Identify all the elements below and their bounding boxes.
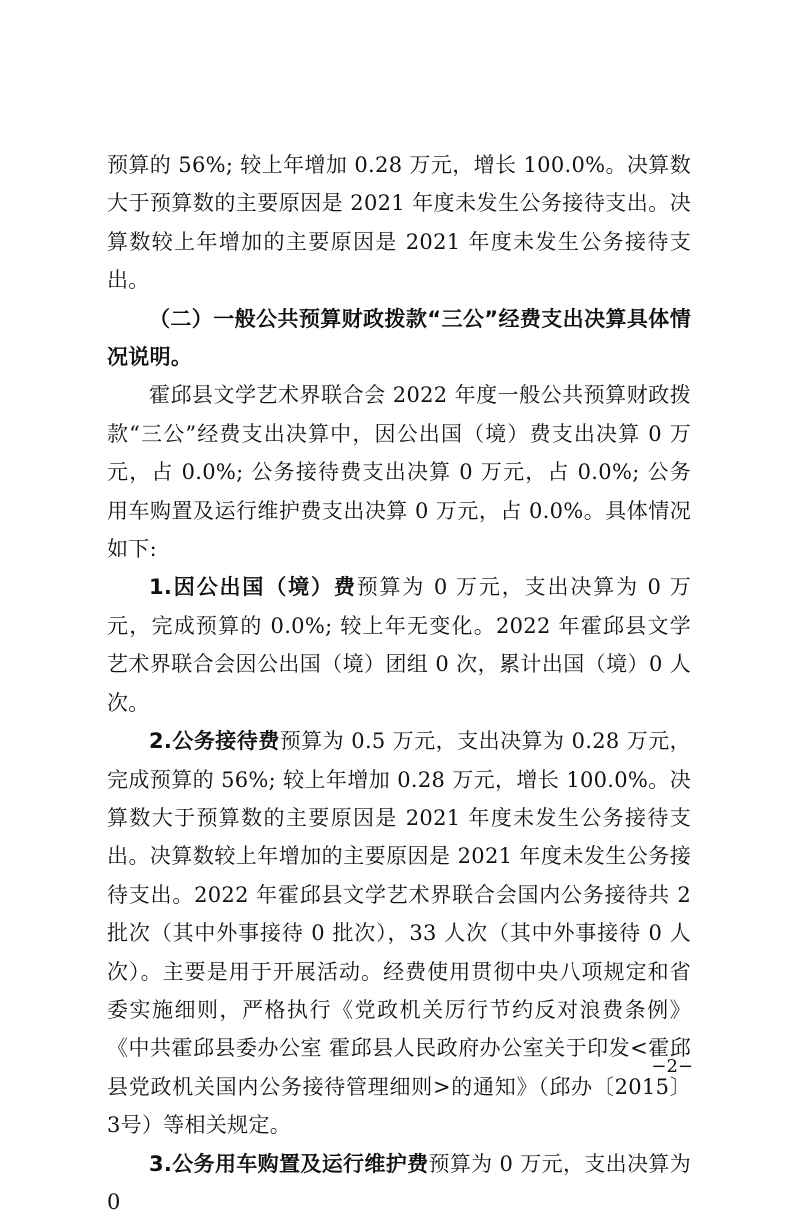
summary-paragraph: 霍邱县文学艺术界联合会 2022 年度一般公共预算财政拨款“三公”经费支出决算中，因公出国（境）费支出决算 0 万元，占 0.0%; 公务接待费支出决算 0 万元，占 0.0%; 公务用车购置及运行维护费支出决算 0 万元，占 0.0%。具体情况如下: [107, 383, 691, 562]
page-number: −2− [651, 1056, 693, 1077]
item-1-label: 1.因公出国（境）费 [149, 575, 357, 600]
item-3-paragraph [107, 1145, 691, 1221]
item-2-label: 2.公务接待费 [149, 729, 280, 754]
section-heading: （二）一般公共预算财政拨款“三公”经费支出决算具体情况说明。 [107, 306, 691, 370]
item-2-text: 预算为 0.5 万元，支出决算为 0.28 万元，完成预算的 56%; 较上年增加 0.28 万元，增长 100.0%。决算数大于预算数的主要原因是 2021 年度未发生公务接待支出。决算数较上年增加的主要原因是 2021 年度未发生公务接待支出。2022 年霍邱县文学艺术界联合会国内公务接待共 2 批次（其中外事接待 0 批次），33 人次（其中外事接待 0 人次）。主要是用于开展活动。经费使用贯彻中央八项规定和省委实施细则，严格执行《党政机关厉行节约反对浪费条例》《中共霍邱县委办公室 霍邱县人民政府办公室关于印发<霍邱县党政机关国内公务接待管理细则>的通知》（邱办〔2015〕3号）等相关规定。 [107, 729, 691, 1138]
item-3-text: 预算为 0 万元，支出决算为 0 [107, 1151, 691, 1214]
item-1-text: 预算为 0 万元，支出决算为 0 万元，完成预算的 0.0%; 较上年无变化。2022 年霍邱县文学艺术界联合会因公出国（境）团组 0 次，累计出国（境）0 人次。 [107, 575, 691, 715]
item-3-label: 3.公务用车购置及运行维护费 [149, 1151, 429, 1176]
item-1-paragraph [107, 568, 691, 722]
item-2-paragraph [107, 722, 691, 1144]
continued-paragraph: 预算的 56%; 较上年增加 0.28 万元，增长 100.0%。决算数大于预算数的主要原因是 2021 年度未发生公务接待支出。决算数较上年增加的主要原因是 2021 年度未发生公务接待支出。 [107, 153, 691, 293]
document-body [107, 146, 691, 1221]
